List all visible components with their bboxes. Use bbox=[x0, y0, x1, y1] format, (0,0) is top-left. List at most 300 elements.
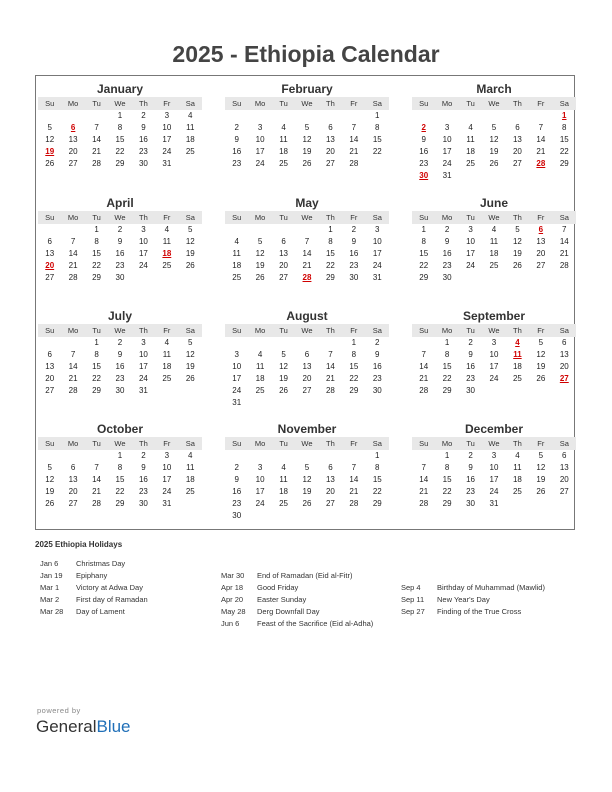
day-cell[interactable]: 10 bbox=[489, 350, 499, 359]
day-cell[interactable]: 6 bbox=[562, 338, 567, 347]
day-cell[interactable]: 23 bbox=[466, 374, 476, 383]
day-cell[interactable]: 29 bbox=[92, 386, 102, 395]
day-cell[interactable]: 21 bbox=[302, 261, 312, 270]
day-cell[interactable]: 30 bbox=[466, 499, 476, 508]
day-cell[interactable]: 8 bbox=[94, 237, 99, 246]
day-cell[interactable]: 10 bbox=[466, 237, 476, 246]
day-cell[interactable]: 8 bbox=[562, 123, 567, 132]
day-cell[interactable]: 7 bbox=[70, 237, 76, 246]
day-cell[interactable]: 9 bbox=[375, 350, 380, 359]
day-cell[interactable]: 21 bbox=[68, 261, 78, 270]
day-cell[interactable]: 24 bbox=[255, 159, 265, 168]
day-cell[interactable]: 30 bbox=[138, 159, 148, 168]
day-cell[interactable]: 7 bbox=[351, 123, 357, 132]
day-cell[interactable]: 26 bbox=[45, 499, 55, 508]
day-cell[interactable]: 7 bbox=[421, 463, 426, 472]
day-cell[interactable]: 6 bbox=[562, 451, 567, 460]
day-cell[interactable]: 24 bbox=[138, 261, 148, 270]
day-cell[interactable]: 13 bbox=[512, 135, 522, 144]
day-cell[interactable]: 22 bbox=[115, 487, 125, 496]
day-cell[interactable]: 22 bbox=[442, 487, 452, 496]
day-cell[interactable]: 18 bbox=[162, 362, 172, 371]
day-cell[interactable]: 26 bbox=[255, 273, 265, 282]
day-cell[interactable]: 27 bbox=[45, 386, 55, 395]
day-cell[interactable]: 13 bbox=[325, 135, 335, 144]
day-cell[interactable]: 8 bbox=[117, 463, 123, 472]
day-cell[interactable]: 24 bbox=[162, 147, 172, 156]
day-cell[interactable]: 17 bbox=[442, 147, 452, 156]
day-cell[interactable]: 24 bbox=[442, 159, 452, 168]
day-cell[interactable]: 2 bbox=[141, 111, 146, 120]
day-cell[interactable]: 8 bbox=[421, 237, 426, 246]
day-cell[interactable]: 11 bbox=[186, 463, 195, 472]
day-cell[interactable]: 4 bbox=[515, 451, 520, 460]
day-cell[interactable]: 14 bbox=[92, 135, 102, 144]
day-cell[interactable]: 3 bbox=[164, 111, 170, 120]
day-cell[interactable]: 23 bbox=[115, 261, 125, 270]
day-cell[interactable]: 1 bbox=[117, 451, 123, 460]
day-cell[interactable]: 25 bbox=[255, 386, 265, 395]
day-cell[interactable]: 3 bbox=[164, 451, 170, 460]
day-cell[interactable]: 20 bbox=[325, 147, 335, 156]
day-cell[interactable]: 13 bbox=[45, 362, 55, 371]
day-cell[interactable]: 25 bbox=[162, 374, 172, 383]
day-cell[interactable]: 11 bbox=[162, 350, 171, 359]
day-cell[interactable]: 31 bbox=[162, 159, 172, 168]
day-cell[interactable]: 31 bbox=[442, 171, 452, 180]
day-cell[interactable]: 15 bbox=[419, 249, 429, 258]
day-cell[interactable]: 15 bbox=[442, 475, 452, 484]
day-cell[interactable]: 24 bbox=[466, 261, 476, 270]
day-cell[interactable]: 6 bbox=[304, 350, 310, 359]
day-cell[interactable]: 30 bbox=[442, 273, 452, 282]
day-cell[interactable]: 25 bbox=[232, 273, 242, 282]
day-cell[interactable]: 26 bbox=[185, 261, 195, 270]
day-cell[interactable]: 5 bbox=[47, 123, 52, 132]
day-cell[interactable]: 30 bbox=[115, 273, 125, 282]
day-cell[interactable]: 1 bbox=[117, 111, 123, 120]
day-cell[interactable]: 10 bbox=[162, 123, 172, 132]
day-cell[interactable]: 2 bbox=[234, 463, 239, 472]
day-cell[interactable]: 23 bbox=[115, 374, 125, 383]
day-cell[interactable]: 13 bbox=[536, 237, 546, 246]
day-cell[interactable]: 10 bbox=[372, 237, 382, 246]
day-cell[interactable]: 31 bbox=[162, 499, 172, 508]
day-cell[interactable]: 9 bbox=[421, 135, 426, 144]
day-cell[interactable]: 21 bbox=[349, 487, 359, 496]
day-cell[interactable]: 10 bbox=[162, 463, 172, 472]
day-cell[interactable]: 4 bbox=[281, 463, 286, 472]
day-cell[interactable]: 14 bbox=[419, 475, 429, 484]
day-cell[interactable]: 27 bbox=[45, 273, 55, 282]
day-cell[interactable]: 9 bbox=[141, 123, 146, 132]
day-cell[interactable]: 28 bbox=[92, 159, 102, 168]
day-cell[interactable]: 8 bbox=[444, 463, 450, 472]
day-cell[interactable]: 23 bbox=[232, 499, 242, 508]
day-cell[interactable]: 24 bbox=[138, 374, 148, 383]
day-cell[interactable]: 18 bbox=[489, 249, 499, 258]
day-cell[interactable]: 15 bbox=[325, 249, 335, 258]
day-cell[interactable]: 7 bbox=[562, 225, 567, 234]
day-cell[interactable]: 19 bbox=[302, 487, 312, 496]
day-cell[interactable]: 6 bbox=[70, 463, 76, 472]
day-cell[interactable]: 29 bbox=[115, 159, 125, 168]
day-cell[interactable]: 26 bbox=[302, 159, 312, 168]
day-cell[interactable]: 29 bbox=[559, 159, 569, 168]
day-cell[interactable]: 1 bbox=[328, 225, 333, 234]
day-cell[interactable]: 15 bbox=[372, 135, 382, 144]
day-cell[interactable]: 3 bbox=[375, 225, 380, 234]
day-cell[interactable]: 31 bbox=[232, 398, 242, 407]
day-cell[interactable]: 20 bbox=[68, 147, 78, 156]
day-cell[interactable]: 12 bbox=[45, 475, 55, 484]
day-cell[interactable]: 30 bbox=[372, 386, 382, 395]
day-cell[interactable]: 7 bbox=[304, 237, 310, 246]
day-cell[interactable]: 18 bbox=[512, 362, 522, 371]
day-cell[interactable]: 10 bbox=[138, 350, 148, 359]
day-cell[interactable]: 18 bbox=[279, 147, 289, 156]
day-cell[interactable]: 28 bbox=[325, 386, 335, 395]
day-cell[interactable]: 24 bbox=[489, 487, 499, 496]
day-cell[interactable]: 12 bbox=[536, 463, 546, 472]
day-cell[interactable]: 25 bbox=[185, 147, 195, 156]
day-cell[interactable]: 8 bbox=[375, 463, 380, 472]
day-cell[interactable]: 25 bbox=[512, 374, 522, 383]
day-cell[interactable]: 19 bbox=[512, 249, 522, 258]
day-cell[interactable]: 22 bbox=[115, 147, 125, 156]
day-cell[interactable]: 1 bbox=[421, 225, 426, 234]
day-cell[interactable]: 12 bbox=[302, 475, 312, 484]
day-cell[interactable]: 6 bbox=[47, 350, 52, 359]
day-cell[interactable]: 17 bbox=[489, 475, 499, 484]
day-cell[interactable]: 15 bbox=[92, 362, 102, 371]
day-cell[interactable]: 2 bbox=[375, 338, 380, 347]
day-cell[interactable]: 3 bbox=[468, 225, 473, 234]
day-cell[interactable]: 15 bbox=[92, 249, 102, 258]
day-cell[interactable]: 5 bbox=[188, 338, 193, 347]
day-cell[interactable]: 21 bbox=[536, 147, 546, 156]
day-cell[interactable]: 1 bbox=[444, 338, 450, 347]
day-cell[interactable]: 11 bbox=[279, 475, 288, 484]
day-cell[interactable]: 21 bbox=[92, 147, 102, 156]
day-cell[interactable]: 9 bbox=[468, 350, 473, 359]
day-cell[interactable]: 19 bbox=[279, 374, 289, 383]
day-cell[interactable]: 20 bbox=[68, 487, 78, 496]
day-cell[interactable]: 10 bbox=[138, 237, 148, 246]
day-cell[interactable]: 12 bbox=[302, 135, 312, 144]
day-cell[interactable]: 10 bbox=[489, 463, 499, 472]
day-cell[interactable]: 25 bbox=[489, 261, 499, 270]
day-cell[interactable]: 2 bbox=[468, 338, 473, 347]
day-cell[interactable]: 25 bbox=[162, 261, 172, 270]
day-cell[interactable]: 3 bbox=[257, 123, 263, 132]
day-cell[interactable]: 19 bbox=[536, 475, 546, 484]
day-cell[interactable]: 16 bbox=[466, 475, 476, 484]
day-cell[interactable]: 28 bbox=[68, 273, 78, 282]
day-cell[interactable]: 28 bbox=[559, 261, 569, 270]
day-cell[interactable]: 17 bbox=[255, 147, 265, 156]
day-cell[interactable]: 5 bbox=[47, 463, 52, 472]
day-cell[interactable]: 8 bbox=[351, 350, 357, 359]
day-cell[interactable]: 30 bbox=[138, 499, 148, 508]
day-cell[interactable]: 16 bbox=[232, 147, 242, 156]
day-cell[interactable]: 23 bbox=[442, 261, 452, 270]
day-cell[interactable]: 25 bbox=[185, 487, 195, 496]
day-cell[interactable]: 15 bbox=[115, 135, 125, 144]
day-cell[interactable]: 14 bbox=[419, 362, 429, 371]
day-cell[interactable]: 6 bbox=[328, 463, 333, 472]
day-cell[interactable]: 8 bbox=[375, 123, 380, 132]
day-cell[interactable]: 15 bbox=[442, 362, 452, 371]
day-cell[interactable]: 13 bbox=[68, 475, 78, 484]
day-cell[interactable]: 6 bbox=[515, 123, 520, 132]
day-cell[interactable]: 15 bbox=[559, 135, 569, 144]
day-cell[interactable]: 5 bbox=[304, 463, 310, 472]
day-cell[interactable]: 27 bbox=[68, 159, 78, 168]
day-cell[interactable]: 27 bbox=[536, 261, 546, 270]
day-cell[interactable]: 28 bbox=[349, 159, 359, 168]
day-cell[interactable]: 1 bbox=[351, 338, 357, 347]
day-cell[interactable]: 25 bbox=[279, 159, 289, 168]
day-cell[interactable]: 12 bbox=[536, 350, 546, 359]
holiday-day-cell[interactable]: 20 bbox=[45, 261, 55, 270]
day-cell[interactable]: 22 bbox=[349, 374, 359, 383]
day-cell[interactable]: 5 bbox=[538, 338, 544, 347]
day-cell[interactable]: 16 bbox=[138, 475, 148, 484]
day-cell[interactable]: 6 bbox=[47, 237, 52, 246]
day-cell[interactable]: 23 bbox=[372, 374, 382, 383]
day-cell[interactable]: 31 bbox=[138, 386, 148, 395]
day-cell[interactable]: 13 bbox=[45, 249, 55, 258]
day-cell[interactable]: 5 bbox=[304, 123, 310, 132]
holiday-day-cell[interactable]: 28 bbox=[536, 159, 546, 168]
day-cell[interactable]: 21 bbox=[559, 249, 569, 258]
day-cell[interactable]: 20 bbox=[279, 261, 289, 270]
day-cell[interactable]: 3 bbox=[257, 463, 263, 472]
day-cell[interactable]: 4 bbox=[188, 111, 193, 120]
day-cell[interactable]: 25 bbox=[279, 499, 289, 508]
day-cell[interactable]: 10 bbox=[232, 362, 242, 371]
holiday-day-cell[interactable]: 6 bbox=[70, 123, 76, 132]
holiday-day-cell[interactable]: 4 bbox=[515, 338, 520, 347]
day-cell[interactable]: 22 bbox=[559, 147, 569, 156]
day-cell[interactable]: 23 bbox=[466, 487, 476, 496]
day-cell[interactable]: 8 bbox=[328, 237, 333, 246]
day-cell[interactable]: 4 bbox=[281, 123, 286, 132]
day-cell[interactable]: 29 bbox=[115, 499, 125, 508]
day-cell[interactable]: 7 bbox=[538, 123, 544, 132]
day-cell[interactable]: 2 bbox=[141, 451, 146, 460]
day-cell[interactable]: 16 bbox=[115, 362, 125, 371]
day-cell[interactable]: 26 bbox=[512, 261, 522, 270]
day-cell[interactable]: 26 bbox=[489, 159, 499, 168]
day-cell[interactable]: 19 bbox=[185, 362, 195, 371]
day-cell[interactable]: 16 bbox=[138, 135, 148, 144]
holiday-day-cell[interactable]: 2 bbox=[421, 123, 426, 132]
day-cell[interactable]: 13 bbox=[559, 350, 569, 359]
day-cell[interactable]: 26 bbox=[45, 159, 55, 168]
day-cell[interactable]: 27 bbox=[559, 487, 569, 496]
day-cell[interactable]: 22 bbox=[372, 147, 382, 156]
day-cell[interactable]: 17 bbox=[138, 249, 148, 258]
day-cell[interactable]: 12 bbox=[45, 135, 55, 144]
day-cell[interactable]: 9 bbox=[234, 135, 239, 144]
day-cell[interactable]: 22 bbox=[325, 261, 335, 270]
day-cell[interactable]: 24 bbox=[255, 499, 265, 508]
day-cell[interactable]: 4 bbox=[468, 123, 473, 132]
day-cell[interactable]: 27 bbox=[325, 499, 335, 508]
day-cell[interactable]: 11 bbox=[186, 123, 195, 132]
day-cell[interactable]: 17 bbox=[489, 362, 499, 371]
day-cell[interactable]: 3 bbox=[444, 123, 450, 132]
day-cell[interactable]: 28 bbox=[349, 499, 359, 508]
day-cell[interactable]: 15 bbox=[115, 475, 125, 484]
holiday-day-cell[interactable]: 30 bbox=[419, 171, 429, 180]
day-cell[interactable]: 14 bbox=[325, 362, 335, 371]
day-cell[interactable]: 19 bbox=[536, 362, 546, 371]
day-cell[interactable]: 29 bbox=[92, 273, 102, 282]
day-cell[interactable]: 7 bbox=[94, 463, 99, 472]
day-cell[interactable]: 21 bbox=[349, 147, 359, 156]
day-cell[interactable]: 13 bbox=[302, 362, 312, 371]
day-cell[interactable]: 16 bbox=[115, 249, 125, 258]
day-cell[interactable]: 2 bbox=[117, 338, 123, 347]
day-cell[interactable]: 9 bbox=[444, 237, 450, 246]
day-cell[interactable]: 17 bbox=[466, 249, 476, 258]
day-cell[interactable]: 5 bbox=[515, 225, 520, 234]
day-cell[interactable]: 14 bbox=[536, 135, 546, 144]
day-cell[interactable]: 28 bbox=[68, 386, 78, 395]
day-cell[interactable]: 4 bbox=[164, 338, 170, 347]
day-cell[interactable]: 29 bbox=[442, 386, 452, 395]
day-cell[interactable]: 18 bbox=[255, 374, 265, 383]
day-cell[interactable]: 23 bbox=[349, 261, 359, 270]
day-cell[interactable]: 12 bbox=[512, 237, 522, 246]
day-cell[interactable]: 26 bbox=[536, 374, 546, 383]
day-cell[interactable]: 1 bbox=[375, 451, 380, 460]
day-cell[interactable]: 11 bbox=[489, 237, 499, 246]
day-cell[interactable]: 23 bbox=[419, 159, 429, 168]
day-cell[interactable]: 2 bbox=[444, 225, 450, 234]
day-cell[interactable]: 1 bbox=[94, 225, 99, 234]
day-cell[interactable]: 16 bbox=[232, 487, 242, 496]
day-cell[interactable]: 25 bbox=[512, 487, 522, 496]
day-cell[interactable]: 17 bbox=[255, 487, 265, 496]
day-cell[interactable]: 17 bbox=[138, 362, 148, 371]
day-cell[interactable]: 17 bbox=[232, 374, 242, 383]
day-cell[interactable]: 3 bbox=[491, 338, 497, 347]
day-cell[interactable]: 14 bbox=[302, 249, 312, 258]
day-cell[interactable]: 20 bbox=[302, 374, 312, 383]
holiday-day-cell[interactable]: 6 bbox=[538, 225, 544, 234]
day-cell[interactable]: 6 bbox=[328, 123, 333, 132]
day-cell[interactable]: 29 bbox=[372, 499, 382, 508]
day-cell[interactable]: 2 bbox=[351, 225, 357, 234]
day-cell[interactable]: 2 bbox=[234, 123, 239, 132]
day-cell[interactable]: 14 bbox=[68, 249, 78, 258]
day-cell[interactable]: 6 bbox=[281, 237, 286, 246]
day-cell[interactable]: 22 bbox=[92, 374, 102, 383]
day-cell[interactable]: 15 bbox=[349, 362, 359, 371]
day-cell[interactable]: 5 bbox=[188, 225, 193, 234]
day-cell[interactable]: 23 bbox=[138, 487, 148, 496]
day-cell[interactable]: 22 bbox=[442, 374, 452, 383]
day-cell[interactable]: 10 bbox=[255, 475, 265, 484]
day-cell[interactable]: 12 bbox=[489, 135, 499, 144]
day-cell[interactable]: 27 bbox=[279, 273, 289, 282]
day-cell[interactable]: 11 bbox=[162, 237, 171, 246]
day-cell[interactable]: 4 bbox=[257, 350, 263, 359]
day-cell[interactable]: 16 bbox=[349, 249, 359, 258]
day-cell[interactable]: 4 bbox=[164, 225, 170, 234]
day-cell[interactable]: 16 bbox=[442, 249, 452, 258]
day-cell[interactable]: 14 bbox=[68, 362, 78, 371]
day-cell[interactable]: 25 bbox=[466, 159, 476, 168]
day-cell[interactable]: 9 bbox=[468, 463, 473, 472]
day-cell[interactable]: 7 bbox=[70, 350, 76, 359]
day-cell[interactable]: 11 bbox=[466, 135, 475, 144]
day-cell[interactable]: 12 bbox=[279, 362, 289, 371]
day-cell[interactable]: 2 bbox=[468, 451, 473, 460]
day-cell[interactable]: 20 bbox=[559, 362, 569, 371]
day-cell[interactable]: 24 bbox=[372, 261, 382, 270]
day-cell[interactable]: 22 bbox=[372, 487, 382, 496]
day-cell[interactable]: 2 bbox=[117, 225, 123, 234]
day-cell[interactable]: 20 bbox=[559, 475, 569, 484]
day-cell[interactable]: 5 bbox=[257, 237, 263, 246]
day-cell[interactable]: 14 bbox=[559, 237, 569, 246]
holiday-day-cell[interactable]: 28 bbox=[302, 273, 312, 282]
day-cell[interactable]: 20 bbox=[45, 374, 55, 383]
day-cell[interactable]: 7 bbox=[94, 123, 99, 132]
holiday-day-cell[interactable]: 18 bbox=[162, 249, 172, 258]
day-cell[interactable]: 3 bbox=[234, 350, 239, 359]
day-cell[interactable]: 5 bbox=[538, 451, 544, 460]
day-cell[interactable]: 16 bbox=[466, 362, 476, 371]
day-cell[interactable]: 13 bbox=[68, 135, 78, 144]
day-cell[interactable]: 29 bbox=[349, 386, 359, 395]
day-cell[interactable]: 21 bbox=[325, 374, 335, 383]
day-cell[interactable]: 9 bbox=[351, 237, 357, 246]
day-cell[interactable]: 24 bbox=[162, 487, 172, 496]
day-cell[interactable]: 7 bbox=[328, 350, 333, 359]
holiday-day-cell[interactable]: 1 bbox=[562, 111, 567, 120]
day-cell[interactable]: 23 bbox=[138, 147, 148, 156]
day-cell[interactable]: 1 bbox=[444, 451, 450, 460]
day-cell[interactable]: 31 bbox=[489, 499, 499, 508]
day-cell[interactable]: 17 bbox=[162, 135, 172, 144]
day-cell[interactable]: 30 bbox=[232, 511, 242, 520]
day-cell[interactable]: 31 bbox=[372, 273, 382, 282]
day-cell[interactable]: 3 bbox=[491, 451, 497, 460]
day-cell[interactable]: 5 bbox=[281, 350, 286, 359]
day-cell[interactable]: 21 bbox=[92, 487, 102, 496]
day-cell[interactable]: 10 bbox=[255, 135, 265, 144]
day-cell[interactable]: 18 bbox=[185, 475, 195, 484]
day-cell[interactable]: 21 bbox=[419, 374, 429, 383]
day-cell[interactable]: 20 bbox=[536, 249, 546, 258]
day-cell[interactable]: 18 bbox=[512, 475, 522, 484]
day-cell[interactable]: 20 bbox=[512, 147, 522, 156]
day-cell[interactable]: 1 bbox=[94, 338, 99, 347]
day-cell[interactable]: 7 bbox=[351, 463, 357, 472]
day-cell[interactable]: 17 bbox=[162, 475, 172, 484]
day-cell[interactable]: 4 bbox=[188, 451, 193, 460]
day-cell[interactable]: 3 bbox=[141, 338, 146, 347]
day-cell[interactable]: 18 bbox=[466, 147, 476, 156]
brand-logo[interactable] bbox=[36, 717, 131, 737]
day-cell[interactable]: 26 bbox=[302, 499, 312, 508]
